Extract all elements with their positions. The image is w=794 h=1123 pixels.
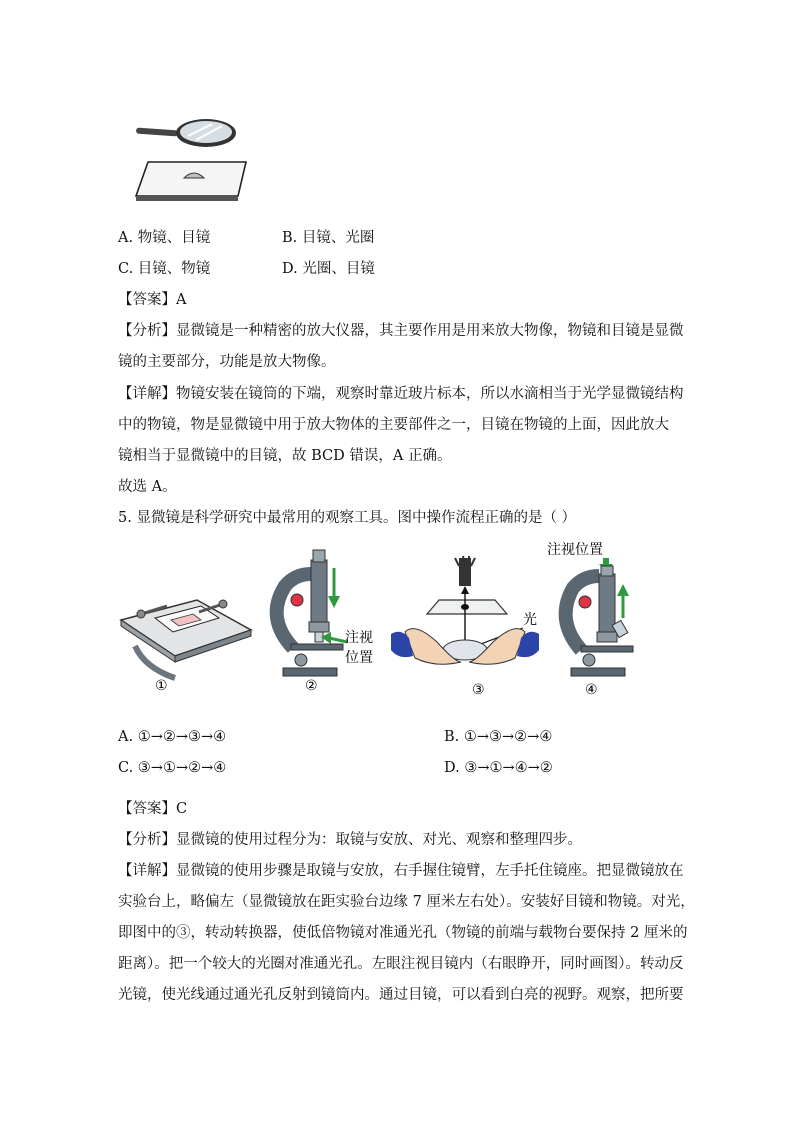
q5-option-a: A. ①→②→③→④ — [118, 729, 227, 745]
q5-stem: 5. 显微镜是科学研究中最常用的观察工具。图中操作流程正确的是（ ） — [118, 510, 577, 526]
q5-detail-line-3: 即图中的③，转动转换器，使低倍物镜对准通光孔（物镜的前端与载物台要保持 2 厘米的 — [118, 925, 688, 941]
magnifier-icon — [136, 119, 236, 147]
q5-detail-line-1: 【详解】显微镜的使用步骤是取镜与安放，右手握住镜臂，左手托住镜座。把显微镜放在 — [118, 863, 684, 879]
q5-detail-line-5: 光镜，使光线通过通光孔反射到镜筒内。通过目镜，可以看到白亮的视野。观察，把所要 — [118, 987, 684, 1003]
step2-gaze-label-2: 位置 — [345, 650, 373, 666]
q5-analysis: 【分析】显微镜的使用过程分为：取镜与安放、对光、观察和整理四步。 — [118, 832, 582, 848]
step1-label: ① — [155, 678, 168, 694]
step2-gaze-arrow — [321, 632, 347, 644]
step4-label: ④ — [585, 682, 598, 698]
microscope-steps-figure — [115, 538, 635, 703]
q4-analysis-line-2: 镜的主要部分，功能是放大物像。 — [118, 354, 336, 370]
q4-analysis-line-1: 【分析】显微镜是一种精密的放大仪器，其主要作用是用来放大物像，物镜和目镜是显微 — [118, 323, 684, 339]
step3-light-label: 光 — [523, 612, 537, 628]
q5-answer: 【答案】C — [118, 801, 188, 817]
q4-answer: 【答案】A — [118, 292, 187, 308]
step1-stage-icon — [121, 600, 251, 678]
q5-option-c: C. ③→①→②→④ — [118, 760, 227, 776]
step4-gaze-label: 注视位置 — [547, 542, 603, 558]
q5-option-d: D. ③→①→④→② — [444, 760, 553, 776]
step3-label: ③ — [472, 682, 485, 698]
step2-label: ② — [305, 678, 318, 694]
step2-gaze-label-1: 注视 — [345, 630, 373, 646]
q4-option-b: B. 目镜、光圈 — [282, 230, 375, 246]
magnifier-slide-figure — [130, 112, 250, 208]
step4-up-arrow — [617, 584, 629, 618]
q5-detail-line-2: 实验台上，略偏左（显微镜放在距实验台边缘 7 厘米左右处）。安装好目镜和物镜。对光， — [118, 894, 695, 910]
step2-down-arrow — [328, 568, 340, 608]
q4-option-c: C. 目镜、物镜 — [118, 261, 211, 277]
q5-option-b: B. ①→③→②→④ — [444, 729, 553, 745]
q4-detail-line-1: 【详解】物镜安装在镜筒的下端，观察时靠近玻片标本，所以水滴相当于光学显微镜结构 — [118, 386, 684, 402]
glass-slide-icon — [136, 162, 246, 201]
q4-option-a: A. 物镜、目镜 — [118, 230, 211, 246]
q4-choose: 故选 A。 — [118, 479, 177, 495]
q5-detail-line-4: 距离）。把一个较大的光圈对准通光孔。左眼注视目镜内（右眼睁开，同时画图）。转动反 — [118, 956, 684, 972]
step4-microscope-icon — [566, 566, 633, 676]
q4-detail-line-2: 中的物镜，物是显微镜中用于放大物体的主要部件之一，目镜在物镜的上面，因此放大 — [118, 417, 669, 433]
q4-option-d: D. 光圈、目镜 — [282, 261, 375, 277]
q4-detail-line-3: 镜相当于显微镜中的目镜，故 BCD 错误，A 正确。 — [118, 448, 452, 464]
step3-light-icon — [391, 556, 539, 664]
